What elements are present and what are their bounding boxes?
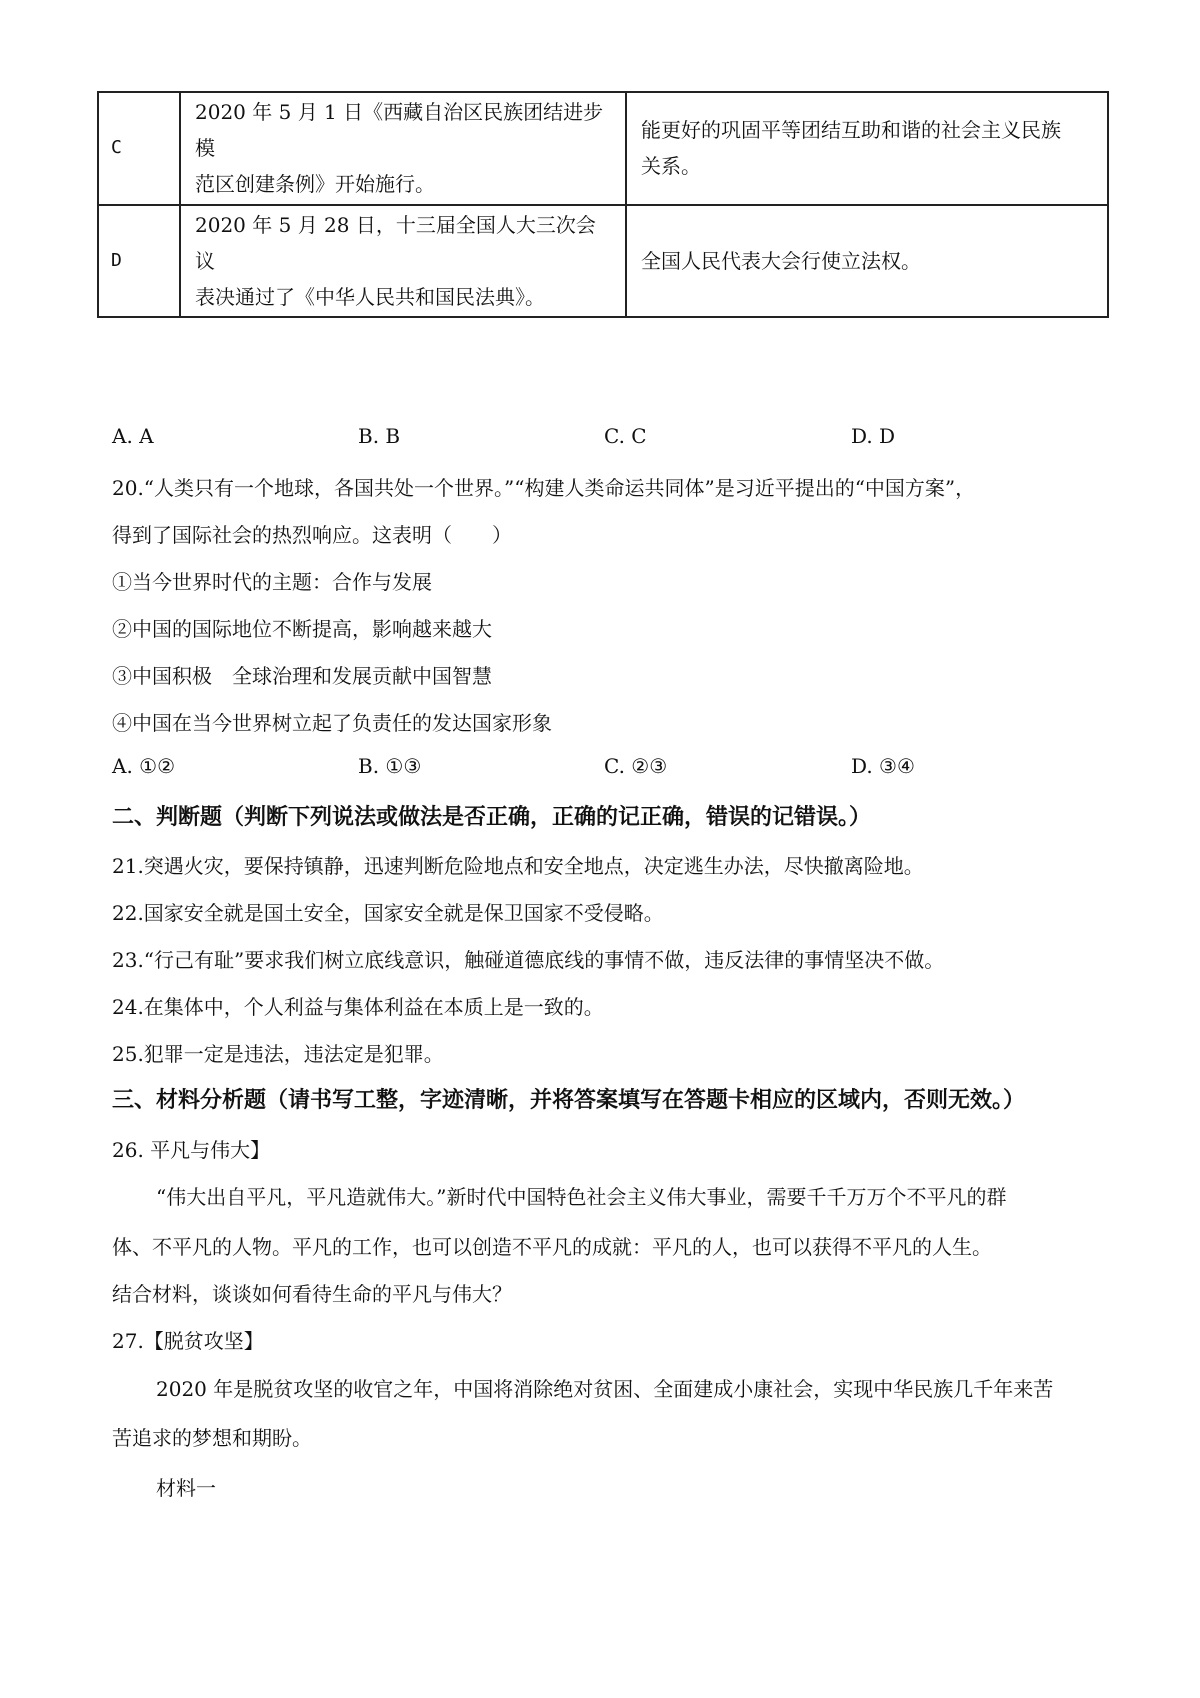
- meaning-line: 全国人民代表大会行使立法权。: [641, 248, 921, 273]
- q26-title: 26. 平凡与伟大】: [112, 1138, 271, 1162]
- table-row-c: [98, 92, 1108, 205]
- q27-material-line1: 2020 年是脱贫攻坚的收官之年，中国将消除绝对贫困、全面建成小康社会，实现中华民族几千年来苦: [156, 1377, 1054, 1401]
- q20-item: ③中国积极 全球治理和发展贡献中国智慧: [112, 664, 492, 688]
- q20-option-a: A. ①②: [112, 754, 176, 778]
- row-event: [180, 92, 626, 205]
- row-meaning: [626, 92, 1108, 205]
- q20-item: ②中国的国际地位不断提高，影响越来越大: [112, 617, 492, 641]
- options-table: [97, 91, 1109, 318]
- judgment-item: 22.国家安全就是国土安全，国家安全就是保卫国家不受侵略。: [112, 901, 664, 925]
- event-line: 2020 年 5 月 28 日，十三届全国人大三次会议: [195, 212, 596, 273]
- row-letter: C: [98, 92, 180, 205]
- q20-stem-line1: 20.“人类只有一个地球，各国共处一个世界。”“构建人类命运共同体”是习近平提出的“中国方案”，: [112, 476, 976, 500]
- q27-material-label: 材料一: [156, 1476, 216, 1500]
- section-heading-judgment: 二、判断题（判断下列说法或做法是否正确，正确的记正确，错误的记错误。）: [112, 805, 872, 830]
- section-heading-analysis: 三、材料分析题（请书写工整，字迹清晰，并将答案填写在答题卡相应的区域内，否则无效。）: [112, 1088, 1026, 1113]
- q20-item: ④中国在当今世界树立起了负责任的发达国家形象: [112, 711, 552, 735]
- row-letter: D: [98, 205, 180, 318]
- q26-question: 结合材料，谈谈如何看待生命的平凡与伟大？: [112, 1282, 512, 1306]
- judgment-item: 21.突遇火灾，要保持镇静，迅速判断危险地点和安全地点，决定逃生办法，尽快撤离险地。: [112, 854, 924, 878]
- q20-option-c: C. ②③: [604, 754, 668, 778]
- meaning-line: 能更好的巩固平等团结互助和谐的社会主义民族: [641, 118, 1061, 143]
- q19-option-d: D. D: [851, 424, 896, 448]
- meaning-line: 关系。: [641, 154, 701, 179]
- row-meaning: [626, 205, 1108, 318]
- q20-option-b: B. ①③: [358, 754, 422, 778]
- q26-material-line1: “伟大出自平凡，平凡造就伟大。”新时代中国特色社会主义伟大事业，需要千千万万个不平凡的群: [156, 1185, 1007, 1209]
- q20-option-d: D. ③④: [851, 754, 915, 778]
- judgment-item: 25.犯罪一定是违法，违法定是犯罪。: [112, 1042, 444, 1066]
- q27-material-line2: 苦追求的梦想和期盼。: [112, 1426, 312, 1450]
- event-line: 2020 年 5 月 1 日《西藏自治区民族团结进步模: [195, 100, 604, 161]
- q19-option-b: B. B: [358, 424, 401, 448]
- row-event: [180, 205, 626, 318]
- q20-item: ①当今世界时代的主题：合作与发展: [112, 570, 432, 594]
- q19-option-a: A. A: [112, 424, 154, 448]
- judgment-item: 23.“行己有耻”要求我们树立底线意识，触碰道德底线的事情不做，违反法律的事情坚决不做。: [112, 948, 945, 972]
- q27-title: 27.【脱贫攻坚】: [112, 1329, 264, 1353]
- table-row-d: [98, 205, 1108, 318]
- q19-option-c: C. C: [604, 424, 647, 448]
- q20-stem-line2: 得到了国际社会的热烈响应。这表明（ ）: [112, 523, 512, 547]
- event-line: 表决通过了《中华人民共和国民法典》。: [195, 284, 545, 309]
- event-line: 范区创建条例》开始施行。: [195, 172, 435, 197]
- judgment-item: 24.在集体中，个人利益与集体利益在本质上是一致的。: [112, 995, 604, 1019]
- q26-material-line2: 体、不平凡的人物。平凡的工作，也可以创造不平凡的成就：平凡的人，也可以获得不平凡的人生。: [112, 1235, 992, 1259]
